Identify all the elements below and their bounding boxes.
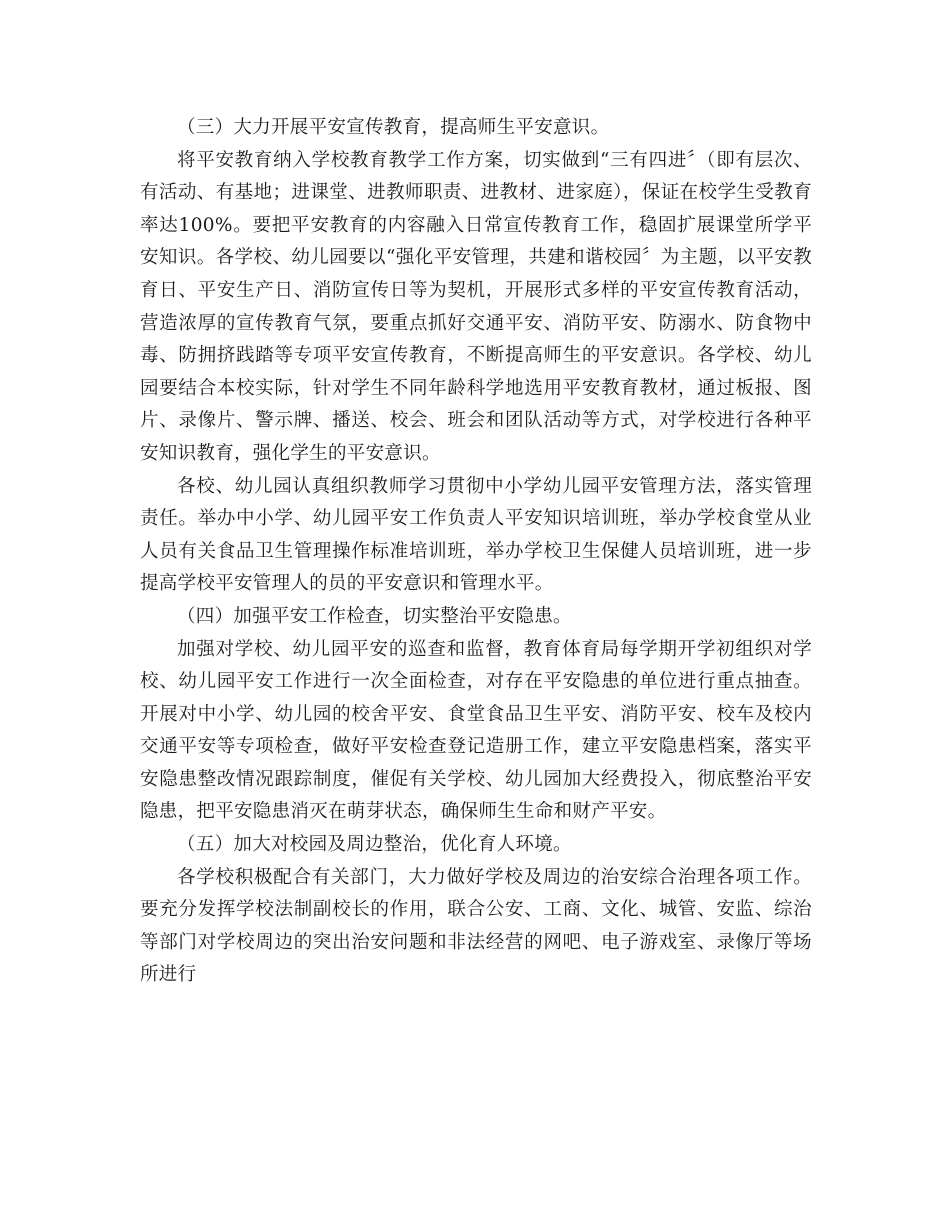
body-paragraph: 各学校积极配合有关部门，大力做好学校及周边的治安综合治理各项工作。要充分发挥学校法制副校长的作用，联合公安、工商、文化、城管、安监、综治等部门对学校周边的突出治安问题和非法经营的网吧、电子游戏室、录像厅等场所进行	[140, 866, 812, 986]
body-paragraph: 各校、幼儿园认真组织教师学习贯彻中小学幼儿园平安管理方法，落实管理责任。举办中小学、幼儿园平安工作负责人平安知识培训班，举办学校食堂从业人员有关食品卫生管理操作标准培训班，举办学校卫生保健人员培训班，进一步提高学校平安管理人的员的平安意识和管理水平。	[140, 475, 812, 595]
section-heading-4: （四）加强平安工作检查，切实整治平安隐患。	[177, 605, 572, 627]
section-heading-3: （三）大力开展平安宣传教育，提高师生平安意识。	[177, 117, 610, 138]
section-heading-5: （五）加大对校园及周边整治，优化育人环境。	[177, 834, 572, 856]
body-paragraph: 将平安教育纳入学校教育教学工作方案，切实做到“三有四进〞（即有层次、有活动、有基地；进课堂、进教师职责、进教材、进家庭），保证在校学生受教育率达100%。要把平安教育的内容融入日常宣传教育工作，稳固扩展课堂所学平安知识。各学校、幼儿园要以“强化平安管理，共建和谐校园〞为主题，以平安教育日、平安生产日、消防宣传日等为契机，开展形式多样的平安宣传教育活动，营造浓厚的宣传教育气氛，要重点抓好交通平安、消防平安、防溺水、防食物中毒、防拥挤践踏等专项平安宣传教育，不断提高师生的平安意识。各学校、幼儿园要结合本校实际，针对学生不同年龄科学地选用平安教育教材，通过板报、图片、录像片、警示牌、播送、校会、班会和团队活动等方式，对学校进行各种平安知识教育，强化学生的平安意识。	[140, 149, 812, 464]
body-paragraph: 加强对学校、幼儿园平安的巡查和监督，教育体育局每学期开学初组织对学校、幼儿园平安工作进行一次全面检查，对存在平安隐患的单位进行重点抽查。开展对中小学、幼儿园的校舍平安、食堂食品卫生平安、消防平安、校车及校内交通平安等专项检查，做好平安检查登记造册工作，建立平安隐患档案，落实平安隐患整改情况跟踪制度，催促有关学校、幼儿园加大经费投入，彻底整治平安隐患，把平安隐患消灭在萌芽状态，确保师生生命和财产平安。	[140, 638, 812, 823]
document-page	[140, 112, 812, 992]
